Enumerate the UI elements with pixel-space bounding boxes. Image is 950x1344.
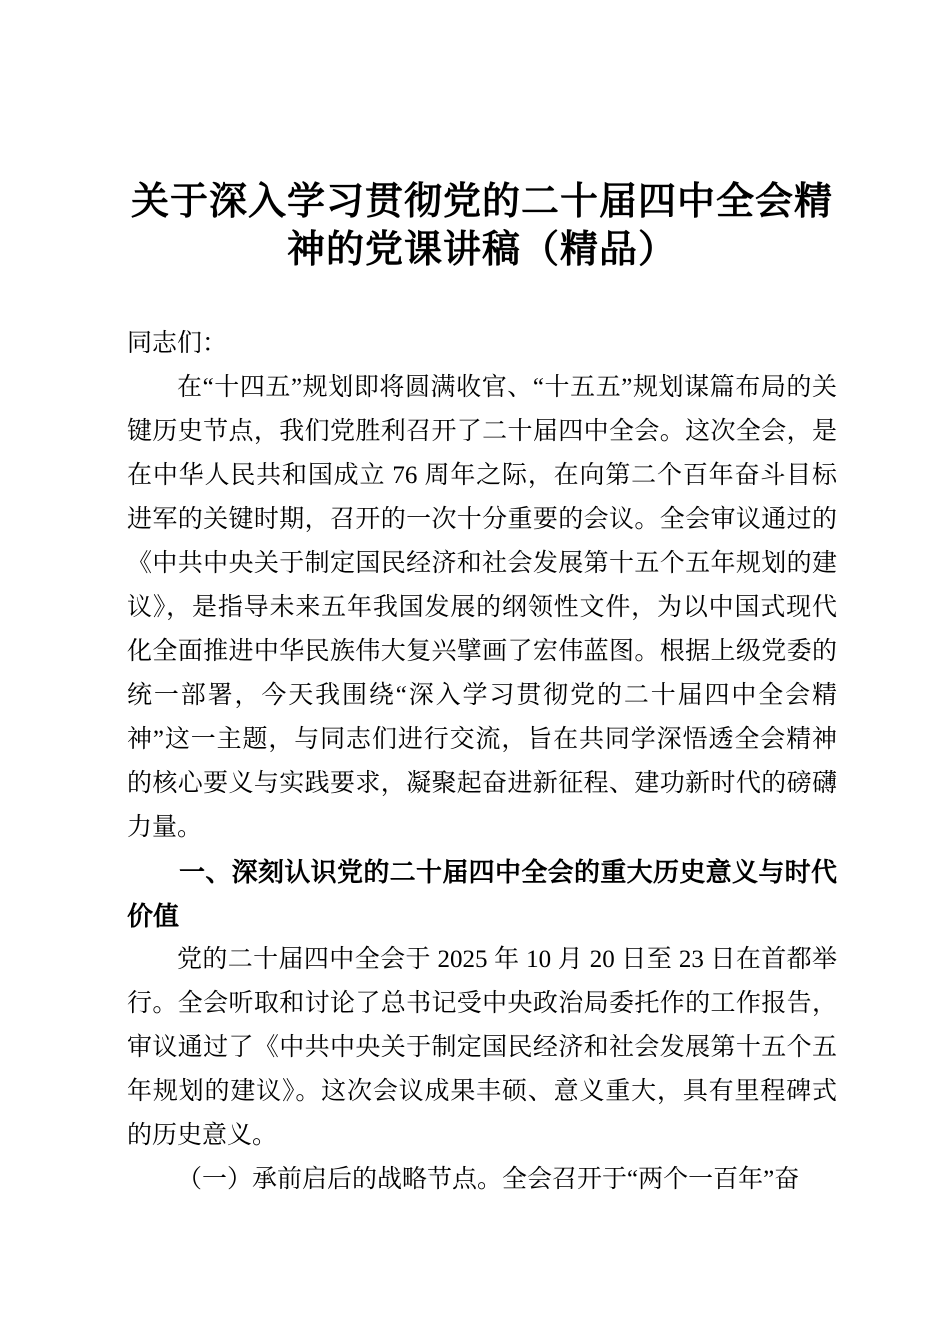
paragraph-plenum-summary: 党的二十届四中全会于 2025 年 10 月 20 日至 23 日在首都举行。全会听取和讨论了总书记受中央政治局委托作的工作报告，审议通过了《中共中央关于制定国民经济和社会发展第十五个五年规划的建议》。这次会议成果丰硕、意义重大，具有里程碑式的历史意义。 [127, 946, 837, 1149]
paragraph-strategic-node: （一）承前启后的战略节点。全会召开于“两个一百年”奋 [177, 1166, 800, 1193]
document-title: 关于深入学习贯彻党的二十届四中全会精神的党课讲稿（精品） [130, 181, 833, 271]
document-body [127, 322, 837, 1202]
salutation: 同志们： [127, 330, 228, 357]
section-heading-1: 一、深刻认识党的二十届四中全会的重大历史意义与时代价值 [127, 857, 837, 931]
paragraph-intro: 在“十四五”规划即将圆满收官、“十五五”规划谋篇布局的关键历史节点，我们党胜利召开了二十届四中全会。这次全会，是在中华人民共和国成立 76 周年之际，在向第二个百年奋斗目标进军的关键时期，召开的一次十分重要的会议。全会审议通过的《中共中央关于制定国民经济和社会发展第十五个五年规划的建议》，是指导未来五年我国发展的纲领性文件，为以中国式现代化全面推进中华民族伟大复兴擘画了宏伟蓝图。根据上级党委的统一部署，今天我围绕“深入学习贯彻党的二十届四中全会精神”这一主题，与同志们进行交流，旨在共同学深悟透全会精神的核心要义与实践要求，凝聚起奋进新征程、建功新时代的磅礴力量。 [127, 374, 837, 841]
